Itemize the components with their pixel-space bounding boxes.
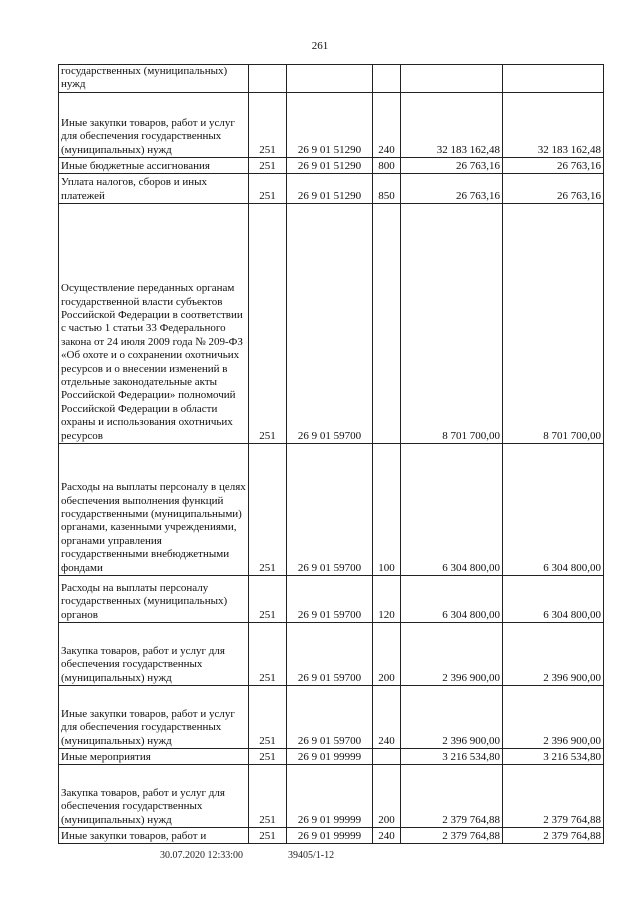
page-number: 261 <box>311 40 329 52</box>
row-sum-1: 26 763,16 <box>401 174 503 204</box>
row-csr-code: 26 9 01 51290 <box>287 174 373 204</box>
row-vr-code: 850 <box>373 174 401 204</box>
row-sum-1: 2 379 764,88 <box>401 828 503 844</box>
row-sum-2: 2 396 900,00 <box>503 686 604 749</box>
row-vr-code: 240 <box>373 93 401 158</box>
row-csr-code <box>287 65 373 93</box>
table-row <box>59 828 604 844</box>
row-sum-1: 2 396 900,00 <box>401 686 503 749</box>
row-name: Закупка товаров, работ и услуг для обеспечения государственных (муниципальных) нужд <box>59 623 249 686</box>
row-sum-1 <box>401 65 503 93</box>
table-row <box>59 686 604 749</box>
row-name: Осуществление переданных органам государственной власти субъектов Российской Федерации в соответствии с частью 1 статьи 33 Федерального закона от 24 июля 2009 года № 209-ФЗ «Об охоте и о сохранении охотничьих ресурсов и о внесении изменений в отдельные законодательные акты Российской Федерации» полномочий Российской Федерации в области охраны и использования охотничьих ресурсов <box>59 204 249 444</box>
row-csr-code: 26 9 01 99999 <box>287 828 373 844</box>
row-sum-2: 26 763,16 <box>503 174 604 204</box>
row-name: Иные закупки товаров, работ и услуг для обеспечения государственных (муниципальных) нужд <box>59 686 249 749</box>
row-csr-code: 26 9 01 59700 <box>287 576 373 623</box>
table-row <box>59 576 604 623</box>
table-row <box>59 749 604 765</box>
row-sum-2: 26 763,16 <box>503 158 604 174</box>
table-row <box>59 623 604 686</box>
row-grbs-code: 251 <box>249 749 287 765</box>
row-vr-code: 200 <box>373 623 401 686</box>
row-name: Иные мероприятия <box>59 749 249 765</box>
row-sum-1: 2 379 764,88 <box>401 765 503 828</box>
row-vr-code: 200 <box>373 765 401 828</box>
row-csr-code: 26 9 01 99999 <box>287 749 373 765</box>
table-row <box>59 444 604 576</box>
row-grbs-code <box>249 65 287 93</box>
row-vr-code <box>373 749 401 765</box>
row-sum-1: 2 396 900,00 <box>401 623 503 686</box>
row-csr-code: 26 9 01 99999 <box>287 765 373 828</box>
row-grbs-code: 251 <box>249 444 287 576</box>
row-csr-code: 26 9 01 59700 <box>287 204 373 444</box>
row-sum-2: 8 701 700,00 <box>503 204 604 444</box>
row-grbs-code: 251 <box>249 686 287 749</box>
footer-document-number: 39405/1-12 <box>288 850 335 861</box>
row-grbs-code: 251 <box>249 623 287 686</box>
row-vr-code: 100 <box>373 444 401 576</box>
row-name: Расходы на выплаты персоналу в целях обеспечения выполнения функций государственными (муниципальными) органами, казенными учреждениями, органами управления государственными внебюджетными фондами <box>59 444 249 576</box>
row-vr-code <box>373 204 401 444</box>
row-sum-1: 8 701 700,00 <box>401 204 503 444</box>
row-sum-1: 3 216 534,80 <box>401 749 503 765</box>
row-name: государственных (муниципальных) нужд <box>59 65 249 93</box>
row-vr-code: 800 <box>373 158 401 174</box>
row-csr-code: 26 9 01 59700 <box>287 444 373 576</box>
row-name: Уплата налогов, сборов и иных платежей <box>59 174 249 204</box>
row-grbs-code: 251 <box>249 158 287 174</box>
row-vr-code: 120 <box>373 576 401 623</box>
row-sum-2: 3 216 534,80 <box>503 749 604 765</box>
row-sum-2 <box>503 65 604 93</box>
row-vr-code: 240 <box>373 828 401 844</box>
footer-timestamp: 30.07.2020 12:33:00 <box>160 850 244 861</box>
row-sum-2: 2 379 764,88 <box>503 765 604 828</box>
row-grbs-code: 251 <box>249 204 287 444</box>
row-sum-1: 6 304 800,00 <box>401 576 503 623</box>
budget-table <box>58 64 604 844</box>
row-grbs-code: 251 <box>249 828 287 844</box>
row-sum-1: 26 763,16 <box>401 158 503 174</box>
row-sum-1: 6 304 800,00 <box>401 444 503 576</box>
row-grbs-code: 251 <box>249 576 287 623</box>
row-vr-code: 240 <box>373 686 401 749</box>
table-row <box>59 93 604 158</box>
row-grbs-code: 251 <box>249 174 287 204</box>
table-row <box>59 765 604 828</box>
row-name: Закупка товаров, работ и услуг для обеспечения государственных (муниципальных) нужд <box>59 765 249 828</box>
row-grbs-code: 251 <box>249 765 287 828</box>
row-vr-code <box>373 65 401 93</box>
row-csr-code: 26 9 01 51290 <box>287 93 373 158</box>
table-row <box>59 174 604 204</box>
row-sum-2: 2 396 900,00 <box>503 623 604 686</box>
row-sum-1: 32 183 162,48 <box>401 93 503 158</box>
row-sum-2: 2 379 764,88 <box>503 828 604 844</box>
row-name: Иные бюджетные ассигнования <box>59 158 249 174</box>
table-row <box>59 65 604 93</box>
table-row <box>59 204 604 444</box>
table-row <box>59 158 604 174</box>
row-csr-code: 26 9 01 59700 <box>287 623 373 686</box>
row-csr-code: 26 9 01 59700 <box>287 686 373 749</box>
row-name: Расходы на выплаты персоналу государственных (муниципальных) органов <box>59 576 249 623</box>
row-name: Иные закупки товаров, работ и услуг для обеспечения государственных (муниципальных) нужд <box>59 93 249 158</box>
row-sum-2: 6 304 800,00 <box>503 444 604 576</box>
row-sum-2: 6 304 800,00 <box>503 576 604 623</box>
row-name: Иные закупки товаров, работ и <box>59 828 249 844</box>
row-sum-2: 32 183 162,48 <box>503 93 604 158</box>
row-grbs-code: 251 <box>249 93 287 158</box>
row-csr-code: 26 9 01 51290 <box>287 158 373 174</box>
